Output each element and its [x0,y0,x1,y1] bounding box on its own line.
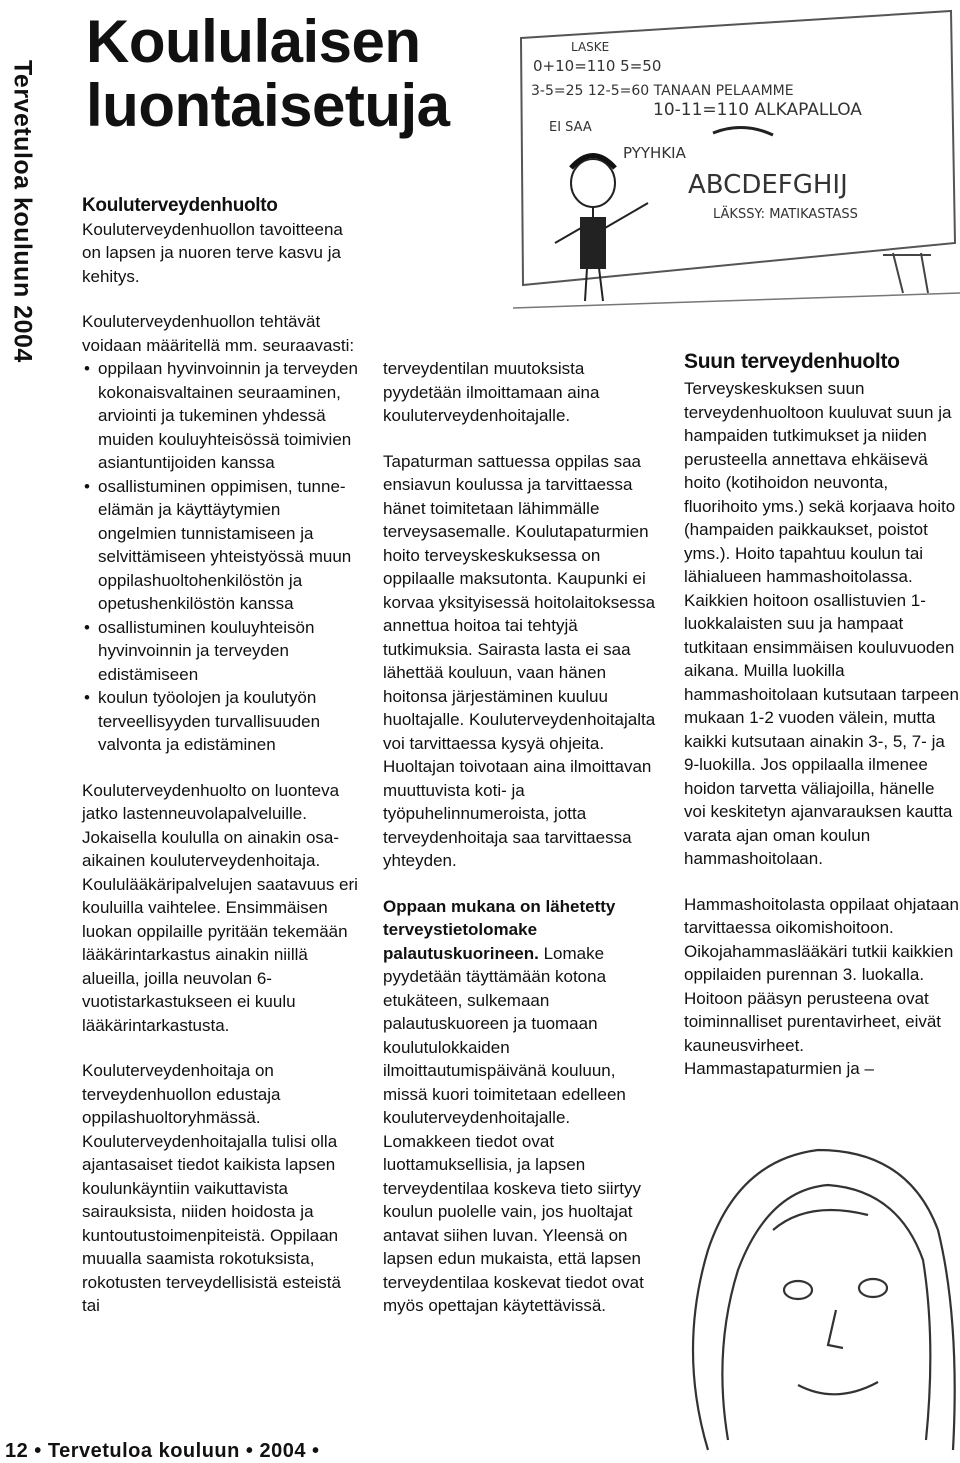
drawing-text-5: EI SAA [549,120,592,135]
teacher-figure [555,156,648,302]
list-item: • koulun työolojen ja koulutyön terveellisyyden turvallisuuden valvonta ja edistäminen [82,686,362,757]
paragraph [383,895,661,1318]
drawing-text-1: LASKE [571,40,610,54]
paragraph: Kouluterveydenhuolto on luonteva jatko lastenneuvolapalveluille. Jokaisella koululla on ainakin osa-aikainen kouluterveydenhoitaja. Koululääkäripalvelujen saatavuus eri kouluilla vaihtelee. Ensimmäisen luokan oppilaille pyritään tekemään lääkärintarkastus ainakin niillä alueilla, joilla neuvolan 6-vuotistarkastukseen ei kuulu lääkärintarkastusta. [82,780,358,1035]
drawing-text-2: 0+10=110 5=50 [533,57,662,75]
drawing-text-4: 10-11=110 ALKAPALLOA [653,100,862,120]
drawing-text-7: ABCDEFGHIJ [688,170,848,200]
vertical-title: Tervetuloa kouluun 2004 [8,60,37,363]
paragraph: Tapaturman sattuessa oppilas saa ensiavun koulussa ja tarvittaessa hänet toimitetaan lähimmälle terveysasemalle. Koulutapaturmien hoito terveyskeskuksessa on oppilaalle maksutonta. Kaupunki ei korvaa yksityisessä hoitolaitoksessa annettua hoitoa tai tehtyjä tutkimuksia. Sairasta lasta ei saa lähettää kouluun, vaan hänen hoitonsa järjestäminen kuuluu huoltajalle. Kouluterveydenhoitajalta voi tarvittaessa kysyä ohjeita. Huoltajan toivotaan aina ilmoittavan muuttuvista koti- ja työpuhelinnumeroista, jotta terveydenhoitaja saa tarvittaessa yhteyden. [383,451,656,870]
drawing-text-3: 3-5=25 12-5=60 TANAAN PELAAMME [531,83,794,99]
section-heading-suun-terveydenhuolto: Suun terveydenhuolto [684,350,900,373]
face-drawing [668,1120,960,1460]
section-heading-kouluterveydenhuolto: Kouluterveydenhuolto [82,195,278,216]
list-item: • oppilaan hyvinvoinnin ja terveyden kokonaisvaltainen seuraaminen, arviointi ja tukeminen yhdessä muiden kouluyhteisössä toimivien asiantuntijoiden kanssa [82,357,362,475]
list-item: • osallistuminen kouluyhteisön hyvinvoinnin ja terveyden edistämiseen [82,616,362,687]
page-title [86,10,450,138]
paragraph: Kouluterveydenhoitaja on terveydenhuollon edustaja oppilashuoltoryhmässä. Kouluterveydenhoitajalla tulisi olla ajantasaiset tiedot kaikista lapsen koulunkäyntiin vaikuttavista sairauksista, niiden hoidosta ja kuntoutustoimenpiteistä. Oppilaan muualla saamista rokotuksista, rokotusten terveydellisistä esteistä tai [82,1061,341,1315]
title-line-2: luontaisetuja [86,72,450,139]
paragraph: terveydentilan muutoksista pyydetään ilmoittamaan aina kouluterveydenhoitajalle. [383,359,600,425]
paragraph: Terveyskeskuksen suun terveydenhuoltoon kuuluvat suun ja hampaiden tutkimukset ja niiden perusteella annettava ehkäisevä hoito (kotihoidon neuvonta, fluorihoito yms.) sekä korjaava hoito (hampaiden paikkaukset, poistot yms.). Hoito tapahtuu koulun tai lähialueen hammashoitolassa. Kaikkien hoitoon osallistuvien 1-luokkalaisten suu ja hampaat tutkitaan ensimmäisen kouluvuoden aikana. Muilla luokilla hammashoitolaan kutsutaan tarpeen mukaan 1-2 vuoden välein, mutta kaikki kutsutaan ainakin 3-, 5, 7- ja 9-luokilla. Jos oppilaalla ilmenee hoidon tarvetta väliajoilla, hänelle voi keskitetyn ajanvarauksen kautta varata ajan oman koulun hammashoitolaan. [684,379,960,868]
vertical-banner [0,0,44,420]
chalkboard-drawing [513,3,960,315]
column-1 [82,194,362,1318]
drawing-text-8: LÄKSSY: MATIKASTASS [713,207,858,222]
list-item: • osallistuminen oppimisen, tunne-elämän ja käyttäytymien ongelmien tunnistamiseen ja selvittämiseen yhteistyössä muun oppilashuoltohenkilöstön ja opetushenkilöstön kanssa [82,475,362,616]
intro-paragraph: Kouluterveydenhuollon tavoitteena on lapsen ja nuoren terve kasvu ja kehitys. [82,219,343,286]
paragraph: Hammashoitolasta oppilaat ohjataan tarvittaessa oikomishoitoon. Oikojahammaslääkäri tutkii kaikkien oppilaiden purennan 3. luokalla. Hoitoon pääsyn perusteena ovat toiminnalliset purentavirheet, eivät kauneusvirheet. Hammastapaturmien ja – [684,894,960,1078]
bold-lead: Oppaan mukana on lähetetty terveystietolomake palautuskuorineen. [383,896,616,963]
page-footer: 12 • Tervetuloa kouluun • 2004 • [5,1440,320,1462]
drawing-text-6: PYYHKIA [623,144,686,162]
tasks-list [82,357,362,757]
column-2 [383,357,661,1318]
paragraph-rest: Lomake pyydetään täyttämään kotona etukäteen, sulkemaan palautuskuoreen ja tuomaan koulutulokkaiden ilmoittautumispäivänä kouluun, missä kuori toimitetaan edelleen kouluterveydenhoitajalle. Lomakkeen tiedot ovat luottamuksellisia, ja lapsen terveydentilaa koskeva tieto siirtyy koulun puolelle vain, jos huoltajat antavat siihen luvan. Yleensä on lapsen edun mukaista, että lapsen terveydentilaa koskevat tiedot ovat myös opettajan käytettävissä. [383,943,644,1315]
column-3 [684,347,959,1081]
tasks-lead: Kouluterveydenhuollon tehtävät voidaan määritellä mm. seuraavasti: [82,312,355,355]
title-line-1: Koululaisen [86,8,421,75]
